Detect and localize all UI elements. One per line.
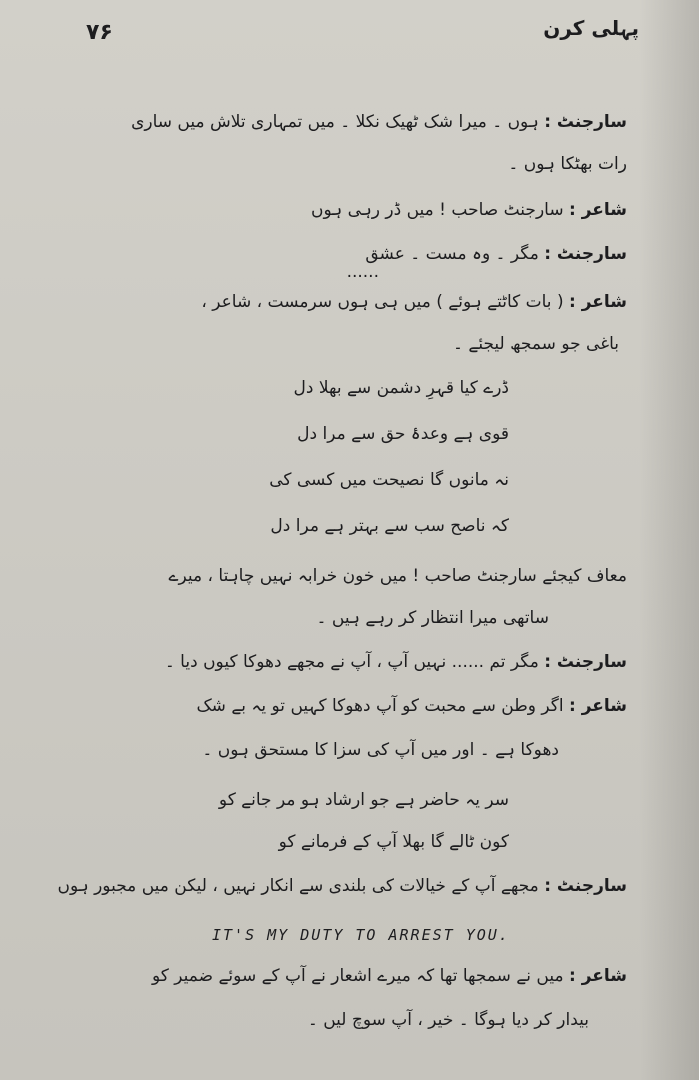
dialogue-line	[131, 112, 627, 132]
speaker-label: سارجنٹ :	[544, 876, 627, 896]
line-text: ......	[346, 262, 379, 282]
page-edge-shadow	[639, 0, 699, 1080]
dialogue-line	[196, 696, 627, 716]
speaker-label: سارجنٹ :	[544, 652, 627, 672]
speaker-label: شاعر :	[568, 200, 627, 220]
speaker-label: سارجنٹ :	[544, 244, 627, 264]
line-text: ڈرے کیا قہرِ دشمن سے بھلا دل	[293, 378, 509, 398]
dialogue-line	[169, 566, 627, 586]
verse-line	[270, 516, 509, 536]
dialogue-line	[165, 652, 627, 672]
line-text: مگر ۔ وہ مست ۔ عشق	[365, 244, 539, 264]
verse-line	[219, 790, 509, 810]
dialogue-line	[508, 154, 627, 174]
verse-line	[279, 832, 509, 852]
line-text: مجھے آپ کے خیالات کی بلندی سے انکار نہیں ، لیکن میں مجبور ہوں	[57, 876, 539, 896]
line-text: کون ٹالے گا بھلا آپ کے فرمانے کو	[278, 832, 509, 852]
dialogue-line	[311, 200, 627, 220]
dialogue-line	[347, 262, 379, 282]
speaker-label: شاعر :	[568, 696, 627, 716]
speaker-label: شاعر :	[568, 292, 627, 312]
line-text: معاف کیجئے سارجنٹ صاحب ! میں خون خرابہ نہیں چاہتا ، میرے	[168, 566, 627, 586]
line-text: نہ مانوں گا نصیحت میں کسی کی	[269, 470, 509, 490]
english-line: IT'S MY DUTY TO ARREST YOU.	[212, 926, 510, 944]
verse-line	[269, 470, 509, 490]
line-text: سارجنٹ صاحب ! میں ڈر رہی ہوں	[311, 200, 564, 220]
dialogue-line	[202, 740, 559, 760]
line-text: کہ ناصح سب سے بہتر ہے مرا دل	[270, 516, 509, 536]
line-text: ساتھی میرا انتظار کر رہے ہیں ۔	[316, 608, 549, 628]
line-text: رات بھٹکا ہوں ۔	[508, 154, 627, 174]
dialogue-line	[453, 334, 619, 354]
speaker-label: سارجنٹ :	[544, 112, 627, 132]
line-text: ( بات کاٹتے ہوئے ) میں ہی ہوں سرمست ، شاعر ،	[201, 292, 564, 312]
line-text: دھوکا ہے ۔ اور میں آپ کی سزا کا مستحق ہوں ۔	[202, 740, 559, 760]
line-text: اگر وطن سے محبت کو آپ دھوکا کہیں تو یہ بے شک	[196, 696, 564, 716]
line-text: ہوں ۔ میرا شک ٹھیک نکلا ۔ میں تمہاری تلاش میں ساری	[131, 112, 539, 132]
running-title: پہلی کرن	[543, 16, 639, 40]
line-text: بیدار کر دیا ہوگا ۔ خیر ، آپ سوچ لیں ۔	[307, 1010, 589, 1030]
dialogue-line	[308, 1010, 589, 1030]
speaker-label: شاعر :	[568, 966, 627, 986]
dialogue-line	[201, 292, 627, 312]
verse-line	[297, 424, 509, 444]
dialogue-line	[152, 966, 627, 986]
dialogue-line	[365, 244, 627, 264]
dialogue-line	[57, 876, 627, 896]
line-text: مگر تم ...... نہیں آپ ، آپ نے مجھے دھوکا کیوں دیا ۔	[164, 652, 539, 672]
line-text: باغی جو سمجھ لیجئے ۔	[453, 334, 619, 354]
line-text: قوی ہے وعدۂ حق سے مرا دل	[297, 424, 509, 444]
dialogue-line	[317, 608, 549, 628]
line-text: سر یہ حاضر ہے جو ارشاد ہو مر جانے کو	[218, 790, 509, 810]
line-text: میں نے سمجھا تھا کہ میرے اشعار نے آپ کے سوئے ضمیر کو	[152, 966, 564, 986]
page-number: ۷۶	[86, 20, 113, 45]
verse-line	[294, 378, 509, 398]
